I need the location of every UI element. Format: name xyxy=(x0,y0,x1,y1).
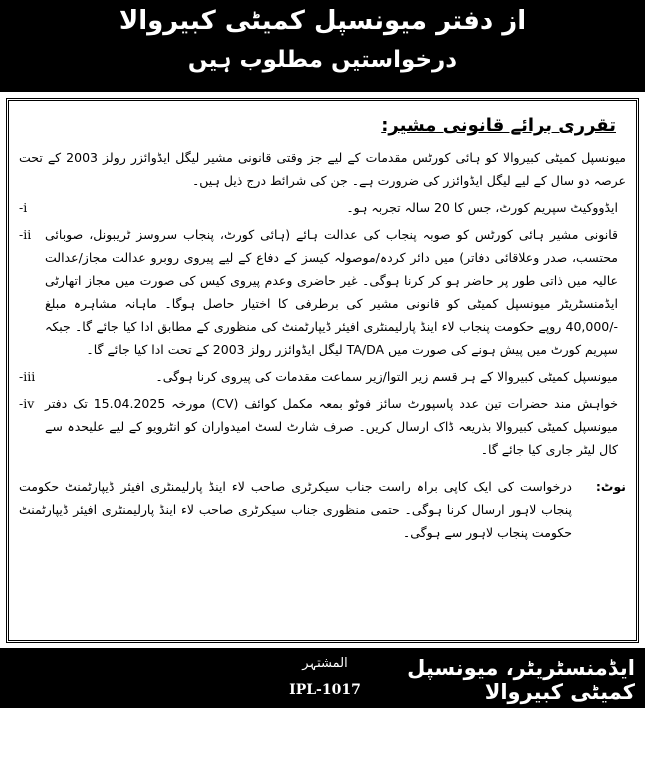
condition-marker: -iii xyxy=(19,369,36,384)
ipl-reference: IPL-1017 xyxy=(289,682,361,698)
office-title: از دفتر میونسپل کمیٹی کبیروالا xyxy=(118,6,527,36)
notice-box xyxy=(6,98,639,643)
section-heading: تقرری برائے قانونی مشیر: xyxy=(381,115,616,136)
header-band xyxy=(0,0,645,92)
condition-item-1 xyxy=(19,196,626,219)
note-label: نوٹ: xyxy=(595,479,626,494)
signatory-administrator: ایڈمنسٹریٹر، میونسپل کمیٹی کبیروالا xyxy=(407,656,635,704)
condition-text: ایڈووکیٹ سپریم کورٹ، جس کا 20 سالہ تجربہ ہو۔ xyxy=(346,200,618,215)
condition-marker: -i xyxy=(19,200,28,215)
advertiser-label: المشتہر xyxy=(302,656,348,671)
signatories xyxy=(355,656,635,758)
condition-item-4 xyxy=(19,392,626,461)
condition-text: میونسپل کمیٹی کبیروالا کے ہر قسم زیر التوا/زیر سماعت مقدمات کی پیروی کرنا ہوگی۔ xyxy=(155,369,618,384)
condition-text: خواہش مند حضرات تین عدد پاسپورٹ سائز فوٹو بمعہ مکمل کوائف (CV) مورخہ 15.04.2025 تک دفتر میونسپل کمیٹی کبیروالا بذریعہ ڈاک ارسال کریں۔ صرف شارٹ لسٹ امیدواران کو انٹرویو کے لیے علیحدہ سے کال لیٹر جاری کیا جائے گا۔ xyxy=(45,396,619,457)
condition-marker: -iv xyxy=(19,396,35,411)
footer-band xyxy=(0,648,645,758)
intro-paragraph: میونسپل کمیٹی کبیروالا کو ہائی کورٹس مقدمات کے لیے جز وقتی قانونی مشیر لیگل ایڈوائزر رولز 2003 کے تحت عرصہ دو سال کے لیے لیگل ایڈوائزر کی ضرورت ہے۔ جن کی شرائط درج ذیل ہیں۔ xyxy=(19,150,626,188)
applications-wanted-title: درخواستیں مطلوب ہیں xyxy=(187,47,458,73)
note-text: درخواست کی ایک کاپی براہ راست جناب سیکرٹری صاحب لاء اینڈ پارلیمنٹری افیئر ڈیپارٹمنٹ حکومت پنجاب لاہور ارسال کرنا ہوگی۔ حتمی منظوری جناب سیکرٹری صاحب لاء اینڈ پارلیمنٹری افیئر ڈیپارٹمنٹ حکومت پنجاب لاہور سے ہوگی۔ xyxy=(19,479,572,540)
condition-text: قانونی مشیر ہائی کورٹس کو صوبہ پنجاب کی عدالت ہائے (ہائی کورٹ، پنجاب سروسز ٹریبونل، صوبائی محتسب، صدر وعلاقائی دفاتر) میں دائر کردہ/موصولہ کیسز کے دفاع کے لیے پیروی روبرو عدالت مجاز/عدالت عالیہ میں ذاتی طور پر حاضر ہو کر کرنا ہوگی۔ غیر حاضری وعدم پیروی کیس کی صورت میں مجاز اتھارٹی ایڈمنسٹریٹر میونسپل کمیٹی کو قانونی مشیر کی برطرفی کا اختیار حاصل ہوگا۔ ماہانہ مشاہرہ مبلغ -/40,000 روپے حکومت پنجاب لاء اینڈ پارلیمنٹری افیئر ڈیپارٹمنٹ کی منظوری کے مطابق ادا کیا جائے گا۔ جبکہ سپریم کورٹ میں پیش ہونے کی صورت میں TA/DA لیگل ایڈوائزر رولز 2003 کے تحت ادا کیا جائے گا۔ xyxy=(45,227,618,357)
condition-item-3 xyxy=(19,365,626,388)
signatory-chief-officer: چیف آفیسر، میونسپل کمیٹی کبیروالا xyxy=(408,710,635,758)
advertiser-block xyxy=(270,654,380,700)
condition-marker: -ii xyxy=(19,227,32,242)
note-block xyxy=(19,475,626,544)
condition-item-2 xyxy=(19,223,626,361)
